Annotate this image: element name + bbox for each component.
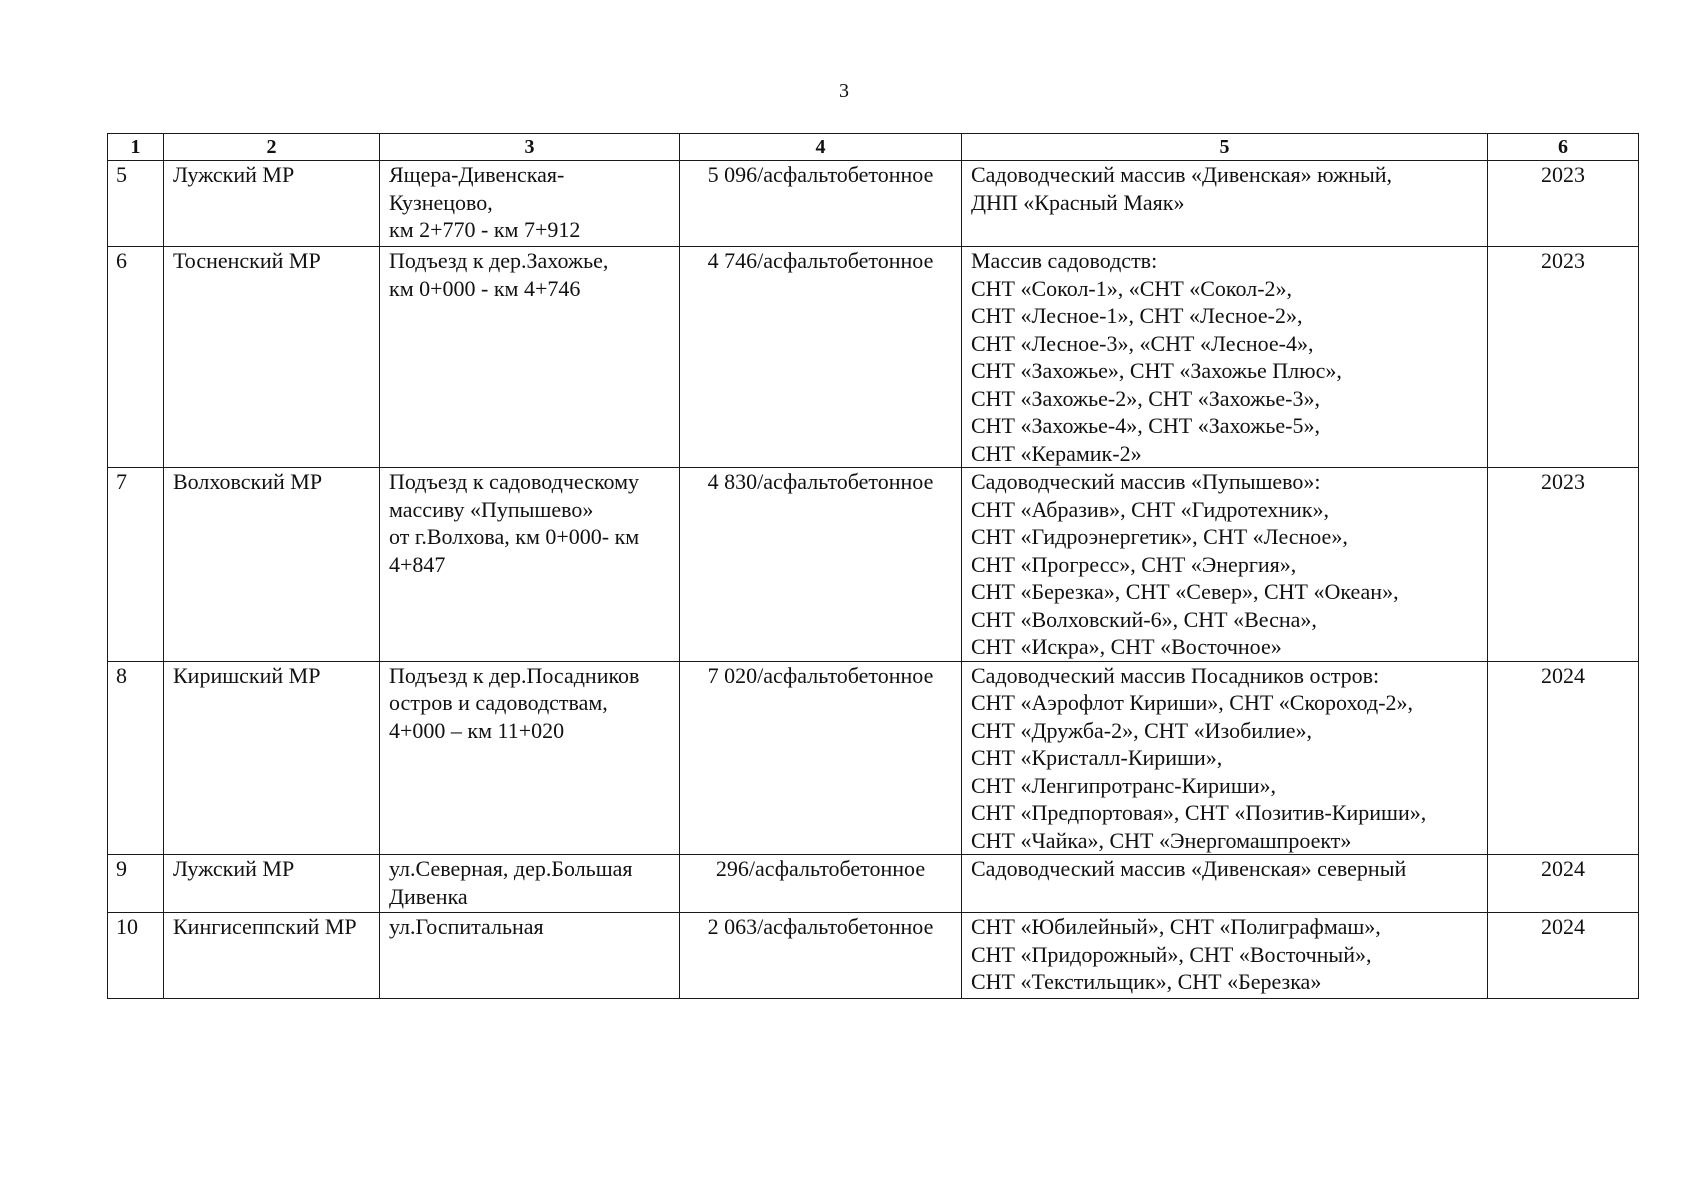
table-row bbox=[108, 468, 1639, 662]
cell-text: 10 bbox=[116, 914, 138, 939]
cell-line: СНТ «Березка», СНТ «Север», СНТ «Океан», bbox=[971, 579, 1399, 604]
cell-line: Массив садоводств: bbox=[971, 248, 1158, 273]
cell-text: 4 746/асфальтобетонное bbox=[707, 248, 934, 273]
length-surface-cell bbox=[680, 247, 962, 468]
row-number-cell bbox=[108, 661, 164, 855]
header-col-6: 6 bbox=[1488, 134, 1639, 161]
cell-line: СНТ «Сокол-1», «СНТ «Сокол-2», bbox=[971, 275, 1293, 301]
cell-text: 8 bbox=[116, 662, 127, 688]
length-surface-cell bbox=[680, 661, 962, 855]
cell-line: км 2+770 - км 7+912 bbox=[389, 217, 581, 242]
row-number-cell bbox=[108, 161, 164, 247]
objects-cell bbox=[962, 468, 1488, 662]
header-col-4: 4 bbox=[680, 134, 962, 161]
objects-cell bbox=[962, 247, 1488, 468]
cell-line: 4+847 bbox=[389, 551, 446, 577]
cell-text: Лужский МР bbox=[173, 856, 295, 881]
cell-line: СНТ «Лесное-1», СНТ «Лесное-2», bbox=[971, 303, 1303, 328]
district-cell bbox=[164, 247, 380, 468]
cell-text: 296/асфальтобетонное bbox=[715, 856, 926, 881]
table-body bbox=[108, 161, 1639, 999]
row-number-cell bbox=[108, 913, 164, 999]
cell-line: Садоводческий массив «Дивенская» южный, bbox=[971, 162, 1393, 187]
cell-line: СНТ «Лесное-3», «СНТ «Лесное-4», bbox=[971, 330, 1314, 356]
objects-cell bbox=[962, 161, 1488, 247]
road-cell bbox=[380, 855, 680, 913]
length-surface-cell bbox=[680, 161, 962, 247]
cell-line: ул.Госпитальная bbox=[389, 914, 544, 939]
road-cell bbox=[380, 161, 680, 247]
cell-line: Садоводческий массив «Дивенская» северный bbox=[971, 856, 1407, 881]
road-cell bbox=[380, 468, 680, 662]
header-col-3: 3 bbox=[380, 134, 680, 161]
cell-line: Дивенка bbox=[389, 883, 468, 909]
cell-text: 6 bbox=[116, 248, 127, 273]
table-header-row bbox=[108, 134, 1639, 161]
objects-cell bbox=[962, 661, 1488, 855]
year-cell bbox=[1488, 855, 1639, 913]
cell-text: 7 bbox=[116, 469, 127, 494]
cell-line: ул.Северная, дер.Большая bbox=[389, 856, 633, 881]
cell-line: СНТ «Захожье», СНТ «Захожье Плюс», bbox=[971, 358, 1342, 383]
district-cell bbox=[164, 913, 380, 999]
roads-table bbox=[107, 133, 1639, 999]
road-cell bbox=[380, 913, 680, 999]
cell-line: СНТ «Юбилейный», СНТ «Полиграфмаш», bbox=[971, 914, 1381, 939]
table-row bbox=[108, 247, 1639, 468]
header-col-5: 5 bbox=[962, 134, 1488, 161]
cell-text: 2023 bbox=[1541, 469, 1585, 494]
cell-line: Подъезд к дер.Захожье, bbox=[389, 248, 609, 273]
cell-line: Подъезд к дер.Посадников bbox=[389, 662, 640, 688]
length-surface-cell bbox=[680, 855, 962, 913]
cell-line: массиву «Пупышево» bbox=[389, 496, 594, 522]
cell-line: Садоводческий массив «Пупышево»: bbox=[971, 469, 1321, 494]
cell-text: 5 bbox=[116, 162, 127, 187]
cell-line: Ящера-Дивенская- bbox=[389, 162, 565, 187]
table-row bbox=[108, 661, 1639, 855]
cell-line: СНТ «Предпортовая», СНТ «Позитив-Кириши», bbox=[971, 800, 1427, 825]
cell-text: 2023 bbox=[1541, 162, 1585, 187]
cell-text: 9 bbox=[116, 856, 127, 881]
year-cell bbox=[1488, 468, 1639, 662]
table-row bbox=[108, 855, 1639, 913]
length-surface-cell bbox=[680, 468, 962, 662]
cell-text: Кингисеппский МР bbox=[173, 914, 357, 939]
table-row bbox=[108, 913, 1639, 999]
cell-text: 2024 bbox=[1541, 914, 1585, 939]
cell-line: СНТ «Прогресс», СНТ «Энергия», bbox=[971, 551, 1297, 577]
cell-line: СНТ «Дружба-2», СНТ «Изобилие», bbox=[971, 717, 1313, 743]
cell-text: Лужский МР bbox=[173, 162, 295, 187]
year-cell bbox=[1488, 161, 1639, 247]
cell-line: СНТ «Захожье-2», СНТ «Захожье-3», bbox=[971, 385, 1320, 411]
table-row bbox=[108, 161, 1639, 247]
page-number: 3 bbox=[839, 80, 849, 102]
objects-cell bbox=[962, 855, 1488, 913]
cell-line: СНТ «Захожье-4», СНТ «Захожье-5», bbox=[971, 413, 1320, 438]
district-cell bbox=[164, 855, 380, 913]
cell-line: СНТ «Аэрофлот Кириши», СНТ «Скороход-2», bbox=[971, 690, 1414, 715]
header-col-1: 1 bbox=[108, 134, 164, 161]
cell-line: СНТ «Гидроэнергетик», СНТ «Лесное», bbox=[971, 524, 1348, 549]
row-number-cell bbox=[108, 855, 164, 913]
cell-line: 4+000 – км 11+020 bbox=[389, 717, 565, 743]
cell-text: 2024 bbox=[1541, 662, 1585, 688]
cell-line: СНТ «Текстильщик», СНТ «Березка» bbox=[971, 969, 1322, 994]
cell-line: км 0+000 - км 4+746 bbox=[389, 275, 581, 301]
cell-text: 4 830/асфальтобетонное bbox=[707, 469, 934, 494]
cell-line: от г.Волхова, км 0+000- км bbox=[389, 524, 640, 549]
cell-line: Кузнецово, bbox=[389, 189, 493, 215]
cell-line: СНТ «Кристалл-Кириши», bbox=[971, 745, 1223, 770]
cell-line: СНТ «Придорожный», СНТ «Восточный», bbox=[971, 941, 1372, 967]
district-cell bbox=[164, 468, 380, 662]
cell-line: СНТ «Искра», СНТ «Восточное» bbox=[971, 634, 1282, 659]
cell-line: остров и садоводствам, bbox=[389, 690, 608, 715]
cell-line: ДНП «Красный Маяк» bbox=[971, 189, 1185, 215]
row-number-cell bbox=[108, 468, 164, 662]
header-col-2: 2 bbox=[164, 134, 380, 161]
cell-text: 2023 bbox=[1541, 248, 1585, 273]
cell-text: Киришский МР bbox=[173, 662, 321, 688]
cell-text: 2024 bbox=[1541, 856, 1585, 881]
cell-text: 7 020/асфальтобетонное bbox=[707, 662, 934, 688]
cell-line: СНТ «Чайка», СНТ «Энергомашпроект» bbox=[971, 827, 1352, 853]
cell-line: СНТ «Волховский-6», СНТ «Весна», bbox=[971, 606, 1317, 632]
district-cell bbox=[164, 661, 380, 855]
year-cell bbox=[1488, 247, 1639, 468]
cell-text: 2 063/асфальтобетонное bbox=[707, 914, 934, 939]
cell-line: СНТ «Керамик-2» bbox=[971, 440, 1142, 466]
road-cell bbox=[380, 661, 680, 855]
cell-text: 5 096/асфальтобетонное bbox=[707, 162, 934, 187]
year-cell bbox=[1488, 661, 1639, 855]
district-cell bbox=[164, 161, 380, 247]
objects-cell bbox=[962, 913, 1488, 999]
length-surface-cell bbox=[680, 913, 962, 999]
row-number-cell bbox=[108, 247, 164, 468]
cell-line: СНТ «Ленгипротранс-Кириши», bbox=[971, 772, 1277, 798]
cell-text: Волховский МР bbox=[173, 469, 323, 494]
cell-line: СНТ «Абразив», СНТ «Гидротехник», bbox=[971, 496, 1329, 522]
road-cell bbox=[380, 247, 680, 468]
cell-line: Подъезд к садоводческому bbox=[389, 469, 640, 494]
cell-line: Садоводческий массив Посадников остров: bbox=[971, 662, 1380, 688]
year-cell bbox=[1488, 913, 1639, 999]
cell-text: Тосненский МР bbox=[173, 248, 321, 273]
